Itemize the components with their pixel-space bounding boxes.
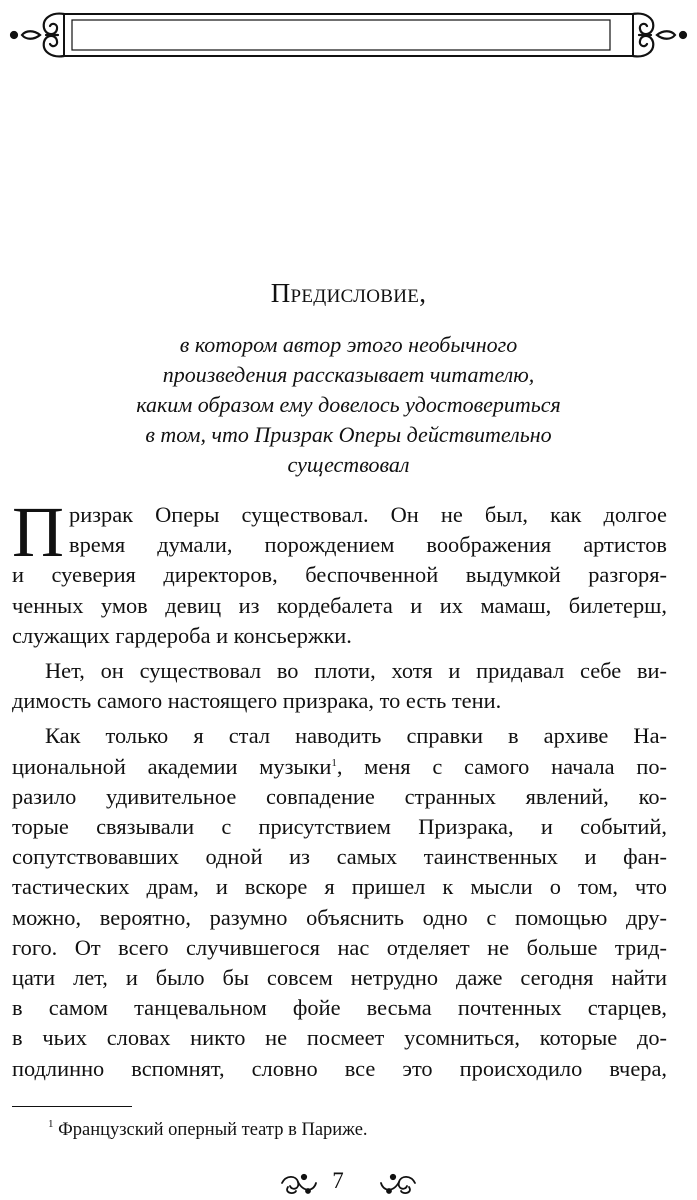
header-ornamental-frame [0,0,697,80]
left-footer-flourish-icon [282,1175,316,1193]
text-segment: циональной академии музыки [12,753,332,779]
text-line: время думали, порождением воображения артистов [69,532,667,558]
text-line: тастических драм, и вскоре я пришел к мысли о том, что [12,874,667,900]
text-line: в чьих словах никто не посмеет усомниться, которые до- [12,1025,667,1051]
text-line: цати лет, и было бы совсем нетрудно даже сегодня найти [12,965,667,991]
footnote-text: Французский оперный театр в Париже. [53,1120,368,1140]
subtitle-line: произведения рассказывает читателю, [162,362,535,387]
text-line: подлинно вспомнят, словно все это происходило вчера, [12,1055,667,1081]
subtitle-line: в том, что Призрак Оперы действительно [145,422,552,447]
text-line: Как только я стал наводить справки в архиве На- [45,723,667,749]
text-line: ризрак Оперы существовал. Он не был, как долгое [69,502,667,527]
text-line: димость самого настоящего призрака, то есть тени. [12,688,502,714]
right-flourish-icon [633,14,686,57]
text-line: можно, вероятно, разумно объяснить одно с помощью дру- [12,904,667,930]
right-footer-flourish-icon [381,1175,415,1193]
text-line: Нет, он существовал во плоти, хотя и придавал себе ви- [45,658,667,684]
text-line: торые связывали с присутствием Призрака, и событий, [12,814,667,840]
subtitle-line: существовал [287,452,410,477]
text-line [12,752,667,782]
text-line: ченных умов девиц из кордебалета и их мамаш, билетерш, [12,592,667,618]
footnote-reference[interactable]: 1 [331,756,337,769]
text-line: служащих гардероба и консьержки. [12,622,352,648]
footnote [48,1120,368,1141]
footnote-divider [12,1106,132,1107]
page-number: 7 [332,1168,344,1193]
text-line: разило удивительное совпадение странных явлений, ко- [12,783,667,809]
chapter-subtitle [40,330,657,480]
body-text [12,492,667,1084]
left-flourish-icon [11,14,64,57]
chapter-title: Предисловие, [270,278,427,308]
drop-cap: П [12,492,64,572]
text-line: гого. От всего случившегося нас отделяет не больше трид- [12,934,667,960]
text-line: в самом танцевальном фойе весьма почтенных старцев, [12,995,667,1021]
text-line: и суеверия директоров, беспочвенной выдумкой разгоря- [12,562,667,588]
subtitle-line: в котором автор этого необычного [179,332,518,357]
text-line: сопутствовавших одной из самых таинственных и фан- [12,844,667,870]
footnote-marker: 1 [48,1118,54,1130]
subtitle-line: каким образом ему довелось удостовериться [136,392,561,417]
text-segment: , меня с самого начала по- [336,753,667,779]
